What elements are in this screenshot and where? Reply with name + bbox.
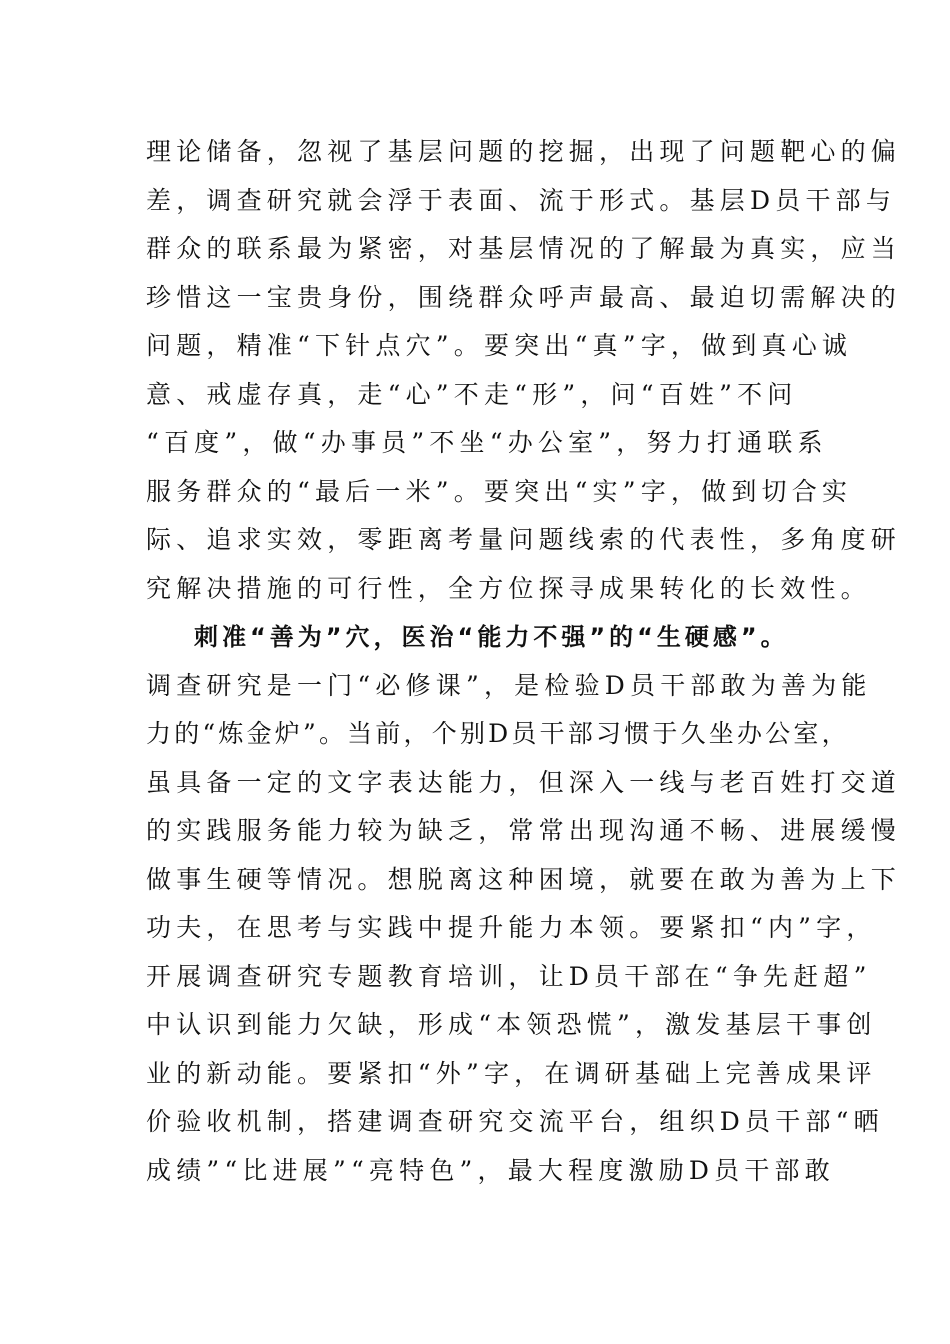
text-line: 做事生硬等情况。想脱离这种困境，就要在敢为善为上下 [146,864,902,894]
section-heading: 刺准“善为”穴，医治“能力不强”的“生硬感”。 [194,623,789,651]
text-line: 开展调查研究专题教育培训，让D员干部在“争先赶超” [146,961,872,991]
text-line: 成绩”“比进展”“亮特色”，最大程度激励D员干部敢 [146,1155,835,1185]
text-line: 调查研究是一门“必修课”，是检验D员干部敢为善为能 [146,670,872,700]
body-text [146,128,902,1195]
text-line: 虽具备一定的文字表达能力，但深入一线与老百姓打交道 [146,767,902,797]
text-line: 功夫，在思考与实践中提升能力本领。要紧扣“内”字， [146,913,877,942]
text-line: 力的“炼金炉”。当前，个别D员干部习惯于久坐办公室， [146,719,850,748]
text-line: 的实践服务能力较为缺乏，常常出现沟通不畅、进展缓慢 [146,816,902,845]
text-line: 际、追求实效，零距离考量问题线索的代表性，多角度研 [146,525,902,554]
text-line: 差，调查研究就会浮于表面、流于形式。基层D员干部与 [146,185,897,215]
text-line: 究解决措施的可行性，全方位探寻成果转化的长效性。 [146,573,871,603]
text-line: 服务群众的“最后一米”。要突出“实”字，做到切合实 [146,476,853,506]
text-line: “百度”，做“办事员”不坐“办公室”，努力打通联系 [146,428,828,457]
text-line: 珍惜这一宝贵身份，围绕群众呼声最高、最迫切需解决的 [146,282,902,312]
text-line: 价验收机制，搭建调查研究交流平台，组织D员干部“晒 [146,1107,884,1136]
text-line: 理论储备，忽视了基层问题的挖掘，出现了问题靶心的偏 [146,137,902,166]
text-line: 中认识到能力欠缺，形成“本领恐慌”，激发基层干事创 [146,1010,877,1039]
text-line: 意、戒虚存真，走“心”不走“形”，问“百姓”不问 [146,379,798,409]
text-line: 问题，精准“下针点穴”。要突出“真”字，做到真心诚 [146,331,853,360]
text-line: 群众的联系最为紧密，对基层情况的了解最为真实，应当 [146,234,902,263]
text-line: 业的新动能。要紧扣“外”字，在调研基础上完善成果评 [146,1058,877,1088]
